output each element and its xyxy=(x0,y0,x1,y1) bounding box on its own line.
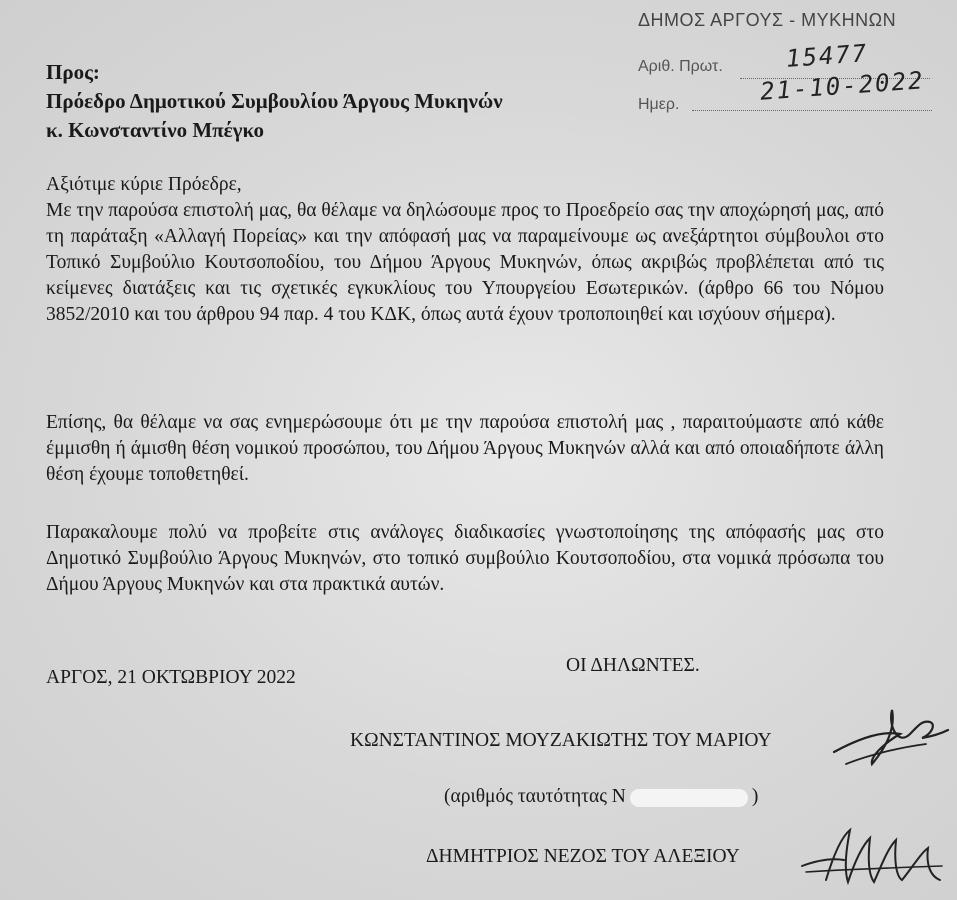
stamp-municipality: ΔΗΜΟΣ ΑΡΓΟΥΣ - ΜΥΚΗΝΩΝ xyxy=(638,10,897,30)
signer-1-name: ΚΩΝΣΤΑΝΤΙΝΟΣ ΜΟΥΖΑΚΙΩΤΗΣ ΤΟΥ ΜΑΡΙΟΥ xyxy=(350,730,772,751)
id-suffix: ) xyxy=(751,786,759,807)
stamp-date-value: 21-10-2022 xyxy=(759,66,926,106)
id-number-line xyxy=(444,786,758,808)
place-date: ΑΡΓΟΣ, 21 ΟΚΤΩΒΡΙΟΥ 2022 xyxy=(46,667,296,688)
signature-1 xyxy=(826,690,952,780)
stamp-date-label: Ημερ. xyxy=(638,96,680,113)
redaction-mark xyxy=(630,789,748,807)
paragraph-1: Με την παρούσα επιστολή μας, θα θέλαμε να δηλώσουμε προς το Προεδρείο σας την αποχώρησή μας, από τη παράταξη «Αλλαγή Πορείας» και την απόφασή μας να παραμείνουμε ως ανεξάρτητοι σύμβουλοι στο Τοπικό Συμβούλιο Κουτσοποδίου, του Δήμου Άργους Μυκηνών, όπως ακριβώς προβλέπεται από τις κείμενες διατάξεις και τις σχετικές εγκυκλίους του Υπουργείου Εσωτερικών. (άρθρο 66 του Νόμου 3852/2010 και του άρθρου 94 παρ. 4 του ΚΔΚ, όπως αυτά έχουν τροποποιηθεί και ισχύουν σήμερα). xyxy=(46,200,884,325)
stamp-protocol-label: Αριθ. Πρωτ. xyxy=(638,58,723,75)
recipient-to-label: Προς: xyxy=(46,60,100,84)
declarants-label: ΟΙ ΔΗΛΩΝΤΕΣ. xyxy=(566,655,700,676)
recipient-line-1: Πρόεδρο Δημοτικού Συμβουλίου Άργους Μυκηνών xyxy=(46,89,503,113)
stamp-protocol-number: 15477 xyxy=(785,39,870,73)
registry-stamp xyxy=(628,6,938,116)
recipient-line-2: κ. Κωνσταντίνο Μπέγκο xyxy=(46,118,265,142)
signature-2 xyxy=(796,820,946,898)
recipient-block xyxy=(46,58,503,145)
stamp-date-line xyxy=(692,110,932,111)
signer-2-name: ΔΗΜΗΤΡΙΟΣ ΝΕΖΟΣ ΤΟΥ ΑΛΕΞΙΟΥ xyxy=(426,846,740,867)
paragraph-3: Παρακαλουμε πολύ να προβείτε στις ανάλογες διαδικασίες γνωστοποίησης της απόφασής μας στο Δημοτικό Συμβούλιο Άργους Μυκηνών, στο τοπικό συμβούλιο Κουτσοποδίου, στα νομικά πρόσωπα του Δήμου Άργους Μυκηνών και στα πρακτικά αυτών. xyxy=(46,522,884,595)
paragraph-2: Επίσης, θα θέλαμε να σας ενημερώσουμε ότι με την παρούσα επιστολή μας , παραιτούμαστε από κάθε έμμισθη ή άμισθη θέση νομικού προσώπου, του Δήμου Άργους Μυκηνών αλλά και από οποιαδήποτε άλλη θέση έχουμε τοποθετηθεί. xyxy=(46,412,884,485)
salutation: Αξιότιμε κύριε Πρόεδρε, xyxy=(46,174,242,195)
id-prefix: (αριθμός ταυτότητας Ν xyxy=(444,786,626,807)
